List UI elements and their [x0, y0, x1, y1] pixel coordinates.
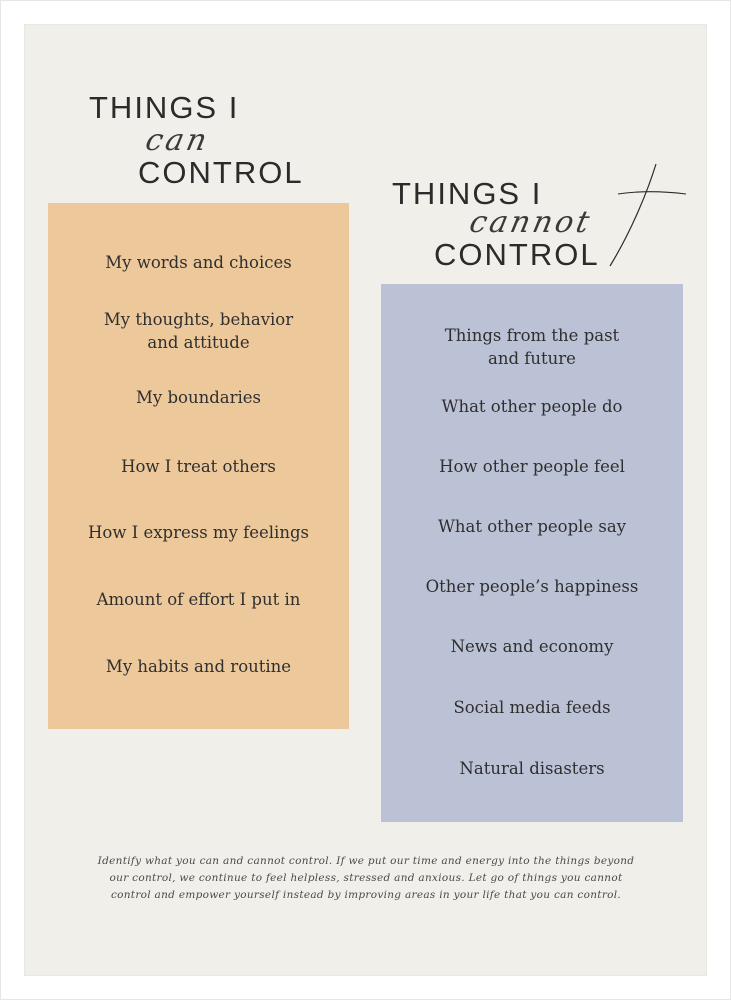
can-item-4: How I treat others	[121, 457, 276, 476]
cannot-item-3: How other people feel	[439, 457, 625, 476]
cannot-item-8: Natural disasters	[459, 759, 605, 778]
cannot-item-4: What other people say	[437, 517, 627, 536]
can-item-2: My thoughts, behavior and attitude	[103, 310, 294, 352]
title-cannot-line3: CONTROL	[434, 237, 600, 272]
title-can-script: can	[142, 123, 213, 158]
title-can-line3: CONTROL	[138, 155, 304, 190]
title-cannot-line1: THINGS I	[392, 176, 543, 211]
can-item-6: Amount of effort I put in	[96, 590, 301, 609]
cannot-item-2: What other people do	[441, 397, 623, 416]
cannot-item-7: Social media feeds	[453, 698, 611, 717]
cannot-item-6: News and economy	[450, 637, 614, 656]
footer-paragraph: Identify what you can and cannot control. If we put our time and energy into the things beyond our control, we continue to feel helpless, stressed and anxious. Let go of things you cannot control and empower yourself instead by improving areas in your life that you can control.	[97, 855, 635, 901]
cannot-item-1: Things from the past and future	[444, 326, 620, 368]
title-cannot-script: cannot	[466, 205, 596, 240]
can-control-box	[48, 203, 349, 729]
cannot-control-box	[381, 284, 683, 822]
can-item-1: My words and choices	[105, 253, 292, 272]
title-can-line1: THINGS I	[89, 90, 240, 125]
cannot-item-5: Other people’s happiness	[425, 577, 639, 596]
can-item-7: My habits and routine	[105, 657, 292, 676]
can-item-5: How I express my feelings	[88, 523, 309, 542]
can-item-3: My boundaries	[135, 388, 261, 407]
cannot-flourish-decoration	[596, 160, 691, 272]
